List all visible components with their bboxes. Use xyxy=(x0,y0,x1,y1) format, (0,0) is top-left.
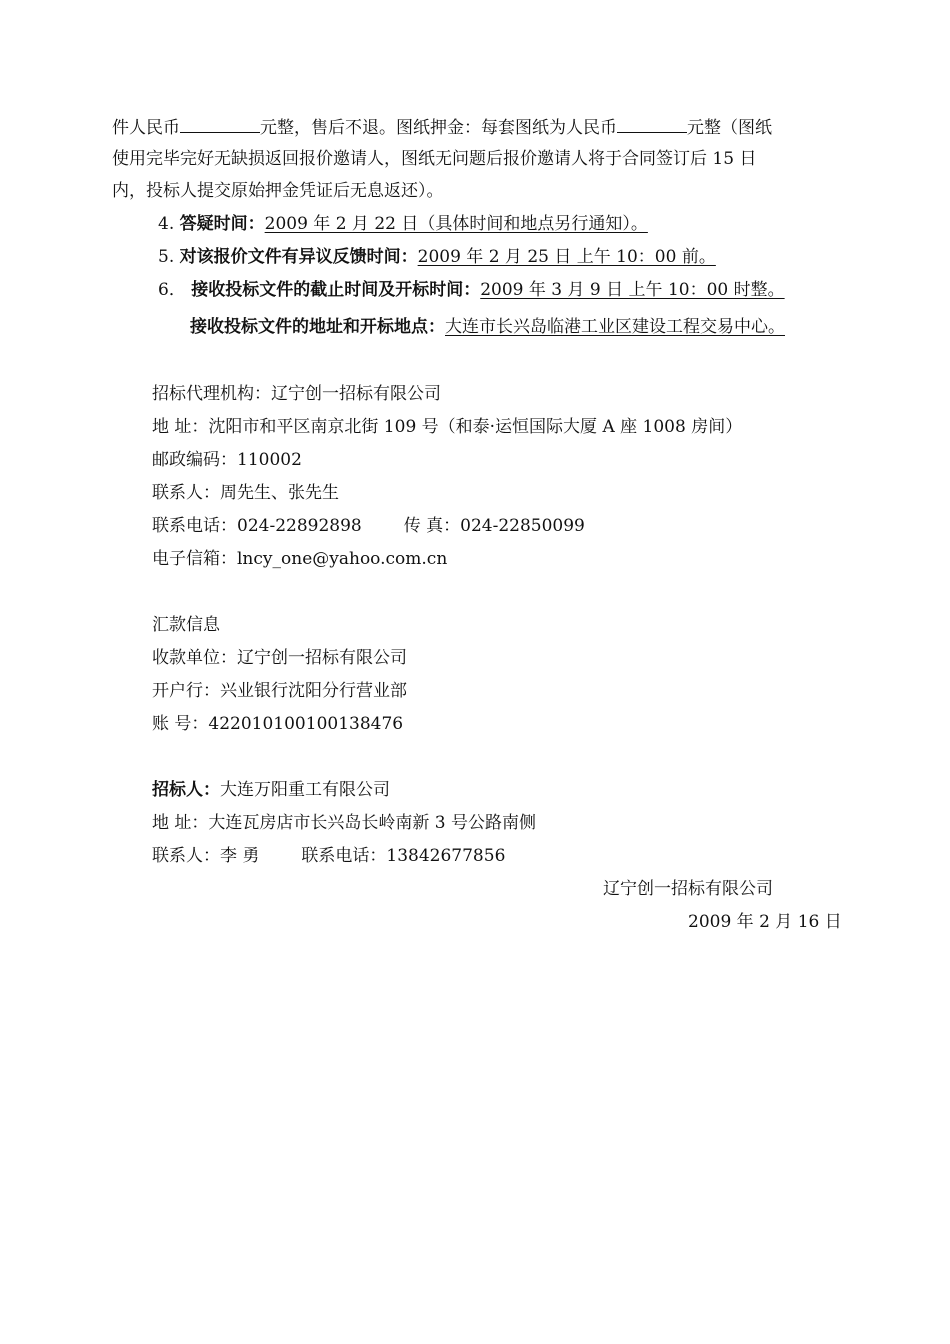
item-number: 5. xyxy=(158,247,175,267)
agency-address: 地 址：沈阳市和平区南京北街 109 号（和泰·运恒国际大厦 A 座 1008 房间） xyxy=(152,417,743,437)
item-value: 2009 年 3 月 9 日 上午 10：00 时整。 xyxy=(480,280,785,300)
remit-account: 账 号：422010100100138476 xyxy=(152,714,404,734)
intro-text: 件人民币 xyxy=(112,118,180,138)
venue-line xyxy=(190,316,785,338)
item-objection-time xyxy=(158,246,716,268)
agency-phone-line xyxy=(152,515,585,537)
remit-bank: 开户行：兴业银行沈阳分行营业部 xyxy=(152,681,407,701)
item-label: 对该报价文件有异议反馈时间： xyxy=(179,247,418,267)
intro-text: 元整，售后不退。图纸押金：每套图纸为人民币 xyxy=(260,118,617,138)
tenderer-address: 地 址：大连瓦房店市长兴岛长岭南新 3 号公路南侧 xyxy=(152,813,537,833)
intro-line-1 xyxy=(112,116,772,139)
item-answer-time xyxy=(158,213,648,235)
tenderer-label: 招标人： xyxy=(152,780,220,800)
remit-payee: 收款单位：辽宁创一招标有限公司 xyxy=(152,648,407,668)
tenderer-contact-line xyxy=(152,845,505,867)
tenderer-name: 大连万阳重工有限公司 xyxy=(220,780,390,800)
agency-name: 招标代理机构：辽宁创一招标有限公司 xyxy=(152,384,441,404)
agency-fax: 传 真：024-22850099 xyxy=(403,516,585,536)
agency-phone: 联系电话：024-22892898 xyxy=(152,516,362,536)
item-value: 2009 年 2 月 25 日 上午 10：00 前。 xyxy=(417,247,716,267)
venue-value: 大连市长兴岛临港工业区建设工程交易中心。 xyxy=(445,317,785,337)
venue-label: 接收投标文件的地址和开标地点： xyxy=(190,317,445,337)
blank-fill-line xyxy=(180,116,260,133)
item-label: 答疑时间： xyxy=(179,214,265,234)
item-deadline-time xyxy=(158,279,785,301)
item-number: 6． xyxy=(158,280,186,300)
remit-title: 汇款信息 xyxy=(152,615,220,635)
signature-company: 辽宁创一招标有限公司 xyxy=(603,879,773,899)
agency-postcode: 邮政编码：110002 xyxy=(152,450,302,470)
item-number: 4. xyxy=(158,214,175,234)
item-label: 接收投标文件的截止时间及开标时间： xyxy=(191,280,481,300)
blank-fill-line xyxy=(617,116,687,133)
intro-line-3: 内，投标人提交原始押金凭证后无息返还）。 xyxy=(112,181,444,201)
agency-contact: 联系人：周先生、张先生 xyxy=(152,483,339,503)
item-value: 2009 年 2 月 22 日（具体时间和地点另行通知）。 xyxy=(264,214,648,234)
signature-date: 2009 年 2 月 16 日 xyxy=(688,912,842,932)
agency-email: 电子信箱：lncy_one@yahoo.com.cn xyxy=(152,549,448,569)
tenderer-contact: 联系人：李 勇 xyxy=(152,846,260,866)
intro-line-2: 使用完毕完好无缺损返回报价邀请人，图纸无问题后报价邀请人将于合同签订后 15 日 xyxy=(112,149,757,169)
intro-text: 元整（图纸 xyxy=(687,118,772,138)
tenderer-line xyxy=(152,779,390,801)
tenderer-phone: 联系电话：13842677856 xyxy=(301,846,506,866)
